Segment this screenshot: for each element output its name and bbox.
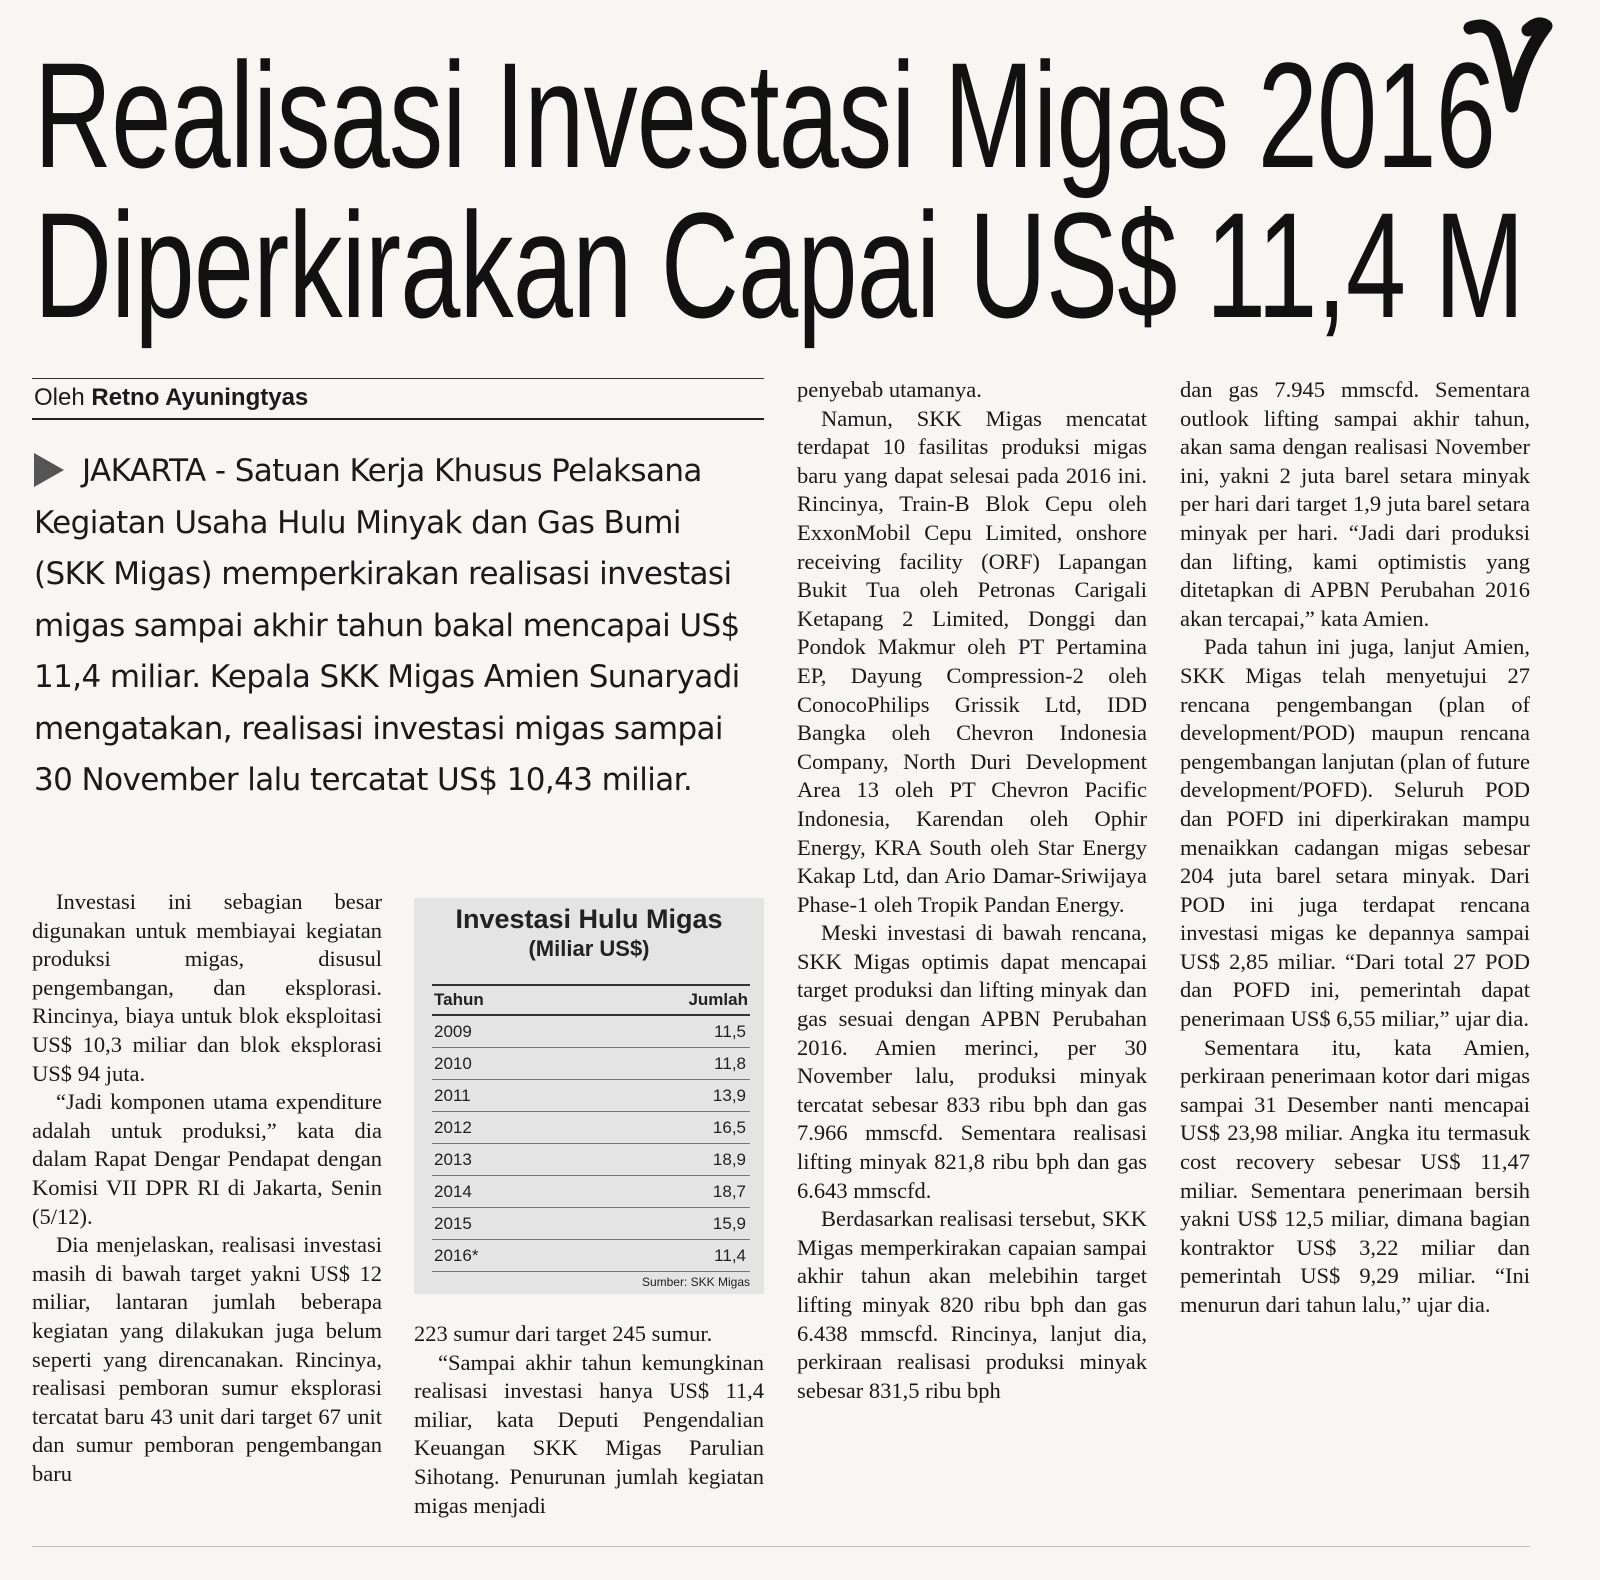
paragraph: dan gas 7.945 mmscfd. Sementara outlook lifting sampai akhir tahun, akan sama dengan realisasi November ini, yakni 2 juta barel setara minyak per hari dari target 1,9 juta barel setara minyak per hari. “Jadi dari produksi dan lifting, kami optimistis yang ditetapkan di APBN Perubahan 2016 akan tercapai,” kata Amien. bbox=[1180, 377, 1530, 631]
table-row bbox=[432, 1080, 750, 1112]
column-1 bbox=[32, 888, 382, 1488]
lead-arrow-icon bbox=[34, 453, 64, 487]
year-cell: 2009 bbox=[434, 1022, 472, 1041]
table-row bbox=[432, 1048, 750, 1080]
paragraph: Pada tahun ini juga, lanjut Amien, SKK Migas telah menyetujui 27 rencana pengembangan (plan of development/POD) maupun rencana pengembangan lanjutan (plan of future development/POFD). Seluruh POD dan POFD ini diperkirakan mampu menaikkan cadangan migas sebesar 204 juta barel setara minyak. Dari POD ini juga terdapat rencana investasi migas ke depannya sampai US$ 2,85 miliar. “Dari total 27 POD dan POFD ini, pemerintah dapat penerimaan US$ 6,55 miliar,” ujar dia. bbox=[1180, 634, 1530, 1032]
byline bbox=[34, 382, 308, 414]
year-cell: 2013 bbox=[434, 1150, 472, 1169]
table-rows bbox=[432, 1016, 750, 1272]
table-row bbox=[432, 1208, 750, 1240]
table-row bbox=[432, 1240, 750, 1272]
table-source: Sumber: SKK Migas bbox=[641, 1275, 750, 1289]
table-subtitle: (Miliar US$) bbox=[528, 936, 650, 961]
lead-text: JAKARTA - Satuan Kerja Khusus Pelaksana Kegiatan Usaha Hulu Minyak dan Gas Bumi (SKK Migas) memperkirakan realisasi investasi migas sampai akhir tahun bakal mencapai US$ 11,4 miliar. Kepala SKK Migas Amien Sunaryadi mengatakan, realisasi investasi migas sampai 30 November lalu tercatat US$ 10,43 miliar. bbox=[34, 453, 740, 798]
paragraph: “Jadi komponen utama expenditure adalah untuk produksi,” kata dia dalam Rapat Dengar Pendapat dengan Komisi VII DPR RI di Jakarta, Senin (5/12). bbox=[32, 1089, 382, 1229]
lead-paragraph bbox=[34, 446, 746, 807]
paragraph: Investasi ini sebagian besar digunakan untuk membiayai kegiatan produksi migas, disusul pengembangan, dan eksplorasi. Rincinya, biaya untuk blok eksploitasi US$ 10,3 miliar dan blok eksplorasi US$ 94 juta. bbox=[32, 889, 382, 1086]
amount-cell: 15,9 bbox=[712, 1214, 746, 1233]
paragraph: Sementara itu, kata Amien, perkiraan penerimaan kotor dari migas sampai 31 Desember nanti mencapai US$ 23,98 miliar. Angka itu termasuk cost recovery sebesar US$ 11,47 miliar. Sementara penerimaan bersih yakni US$ 12,5 miliar, dimana bagian kontraktor US$ 3,22 miliar dan pemerintah US$ 9,29 miliar. “Ini menurun dari tahun lalu,” ujar dia. bbox=[1180, 1034, 1530, 1317]
column-3 bbox=[797, 376, 1147, 1405]
year-cell: 2015 bbox=[434, 1214, 472, 1233]
column-header-amount: Jumlah bbox=[688, 990, 748, 1009]
paragraph: Berdasarkan realisasi tersebut, SKK Migas memperkirakan capaian sampai akhir tahun akan melebihin target lifting minyak 820 ribu bph dan gas 6.438 mmscfd. Rincinya, lanjut dia, perkiraan realisasi produksi minyak sebesar 831,5 ribu bph bbox=[797, 1206, 1147, 1403]
headline-line-1: Realisasi Investasi Migas 2016 bbox=[34, 31, 1496, 199]
amount-cell: 18,7 bbox=[712, 1182, 746, 1201]
byline-author: Retno Ayuningtyas bbox=[91, 384, 309, 411]
paragraph: penyebab utamanya. bbox=[797, 377, 982, 402]
column-2 bbox=[414, 1320, 764, 1520]
paragraph: “Sampai akhir tahun kemungkinan realisasi investasi hanya US$ 11,4 miliar, kata Deputi Pengendalian Keuangan SKK Migas Parulian Sihotang. Penurunan jumlah kegiatan migas menjadi bbox=[414, 1349, 764, 1518]
byline-prefix: Oleh bbox=[34, 384, 85, 411]
byline-top-rule bbox=[32, 378, 764, 379]
amount-cell: 18,9 bbox=[712, 1150, 746, 1169]
amount-cell: 11,4 bbox=[714, 1246, 746, 1265]
page-bottom-rule bbox=[32, 1546, 1530, 1547]
investment-table bbox=[414, 898, 764, 1294]
table-row bbox=[432, 1112, 750, 1144]
table-title: Investasi Hulu Migas bbox=[455, 904, 723, 934]
headline bbox=[34, 31, 1524, 349]
year-cell: 2012 bbox=[434, 1118, 472, 1137]
byline-bottom-rule bbox=[32, 418, 764, 420]
paragraph: Meski investasi di bawah rencana, SKK Migas optimis dapat mencapai target produksi dan lifting minyak dan gas sesuai dengan APBN Perubahan 2016. Amien merinci, per 30 November lalu, produksi minyak tercatat sebesar 833 ribu bph dan gas 7.966 mmscfd. Sementara realisasi lifting minyak 821,8 ribu bph dan gas 6.643 mmscfd. bbox=[797, 920, 1147, 1203]
paragraph: Namun, SKK Migas mencatat terdapat 10 fasilitas produksi migas baru yang dapat selesai pada 2016 ini. Rincinya, Train-B Blok Cepu oleh ExxonMobil Cepu Limited, onshore receiving facility (ORF) Lapangan Bukit Tua oleh Petronas Carigali Ketapang 2 Limited, Donggi dan Pondok Makmur oleh PT Pertamina EP, Dayung Compression-2 oleh ConocoPhilips Grissik Ltd, IDD Bangka oleh Chevron Indonesia Company, North Duri Development Area 13 oleh PT Chevron Pacific Indonesia, Karendan oleh Ophir Energy, KRA South oleh Star Energy Kakap Ltd, dan Ario Damar-Sriwijaya Phase-1 oleh Tropik Pandan Energy. bbox=[797, 405, 1147, 917]
handwritten-check-mark-icon bbox=[1462, 14, 1554, 124]
amount-cell: 16,5 bbox=[712, 1118, 746, 1137]
table-header bbox=[432, 984, 750, 1016]
amount-cell: 11,8 bbox=[714, 1054, 746, 1073]
year-cell: 2016* bbox=[434, 1246, 479, 1265]
amount-cell: 11,5 bbox=[714, 1022, 746, 1041]
year-cell: 2010 bbox=[434, 1054, 472, 1073]
column-4 bbox=[1180, 376, 1530, 1320]
year-cell: 2011 bbox=[434, 1086, 471, 1105]
amount-cell: 13,9 bbox=[712, 1086, 746, 1105]
year-cell: 2014 bbox=[434, 1182, 472, 1201]
table-row bbox=[432, 1016, 750, 1048]
column-header-year: Tahun bbox=[434, 990, 484, 1009]
headline-line-2: Diperkirakan Capai US$ 11,4 M bbox=[34, 181, 1524, 349]
paragraph: 223 sumur dari target 245 sumur. bbox=[414, 1321, 713, 1346]
table-row bbox=[432, 1176, 750, 1208]
table-row bbox=[432, 1144, 750, 1176]
paragraph: Dia menjelaskan, realisasi investasi masih di bawah target yakni US$ 12 miliar, lantaran jumlah beberapa kegiatan yang dilakukan juga belum seperti yang direncanakan. Rincinya, realisasi pemboran sumur eksplorasi tercatat baru 43 unit dari target 67 unit dan sumur pemboran pengembangan baru bbox=[32, 1232, 382, 1486]
